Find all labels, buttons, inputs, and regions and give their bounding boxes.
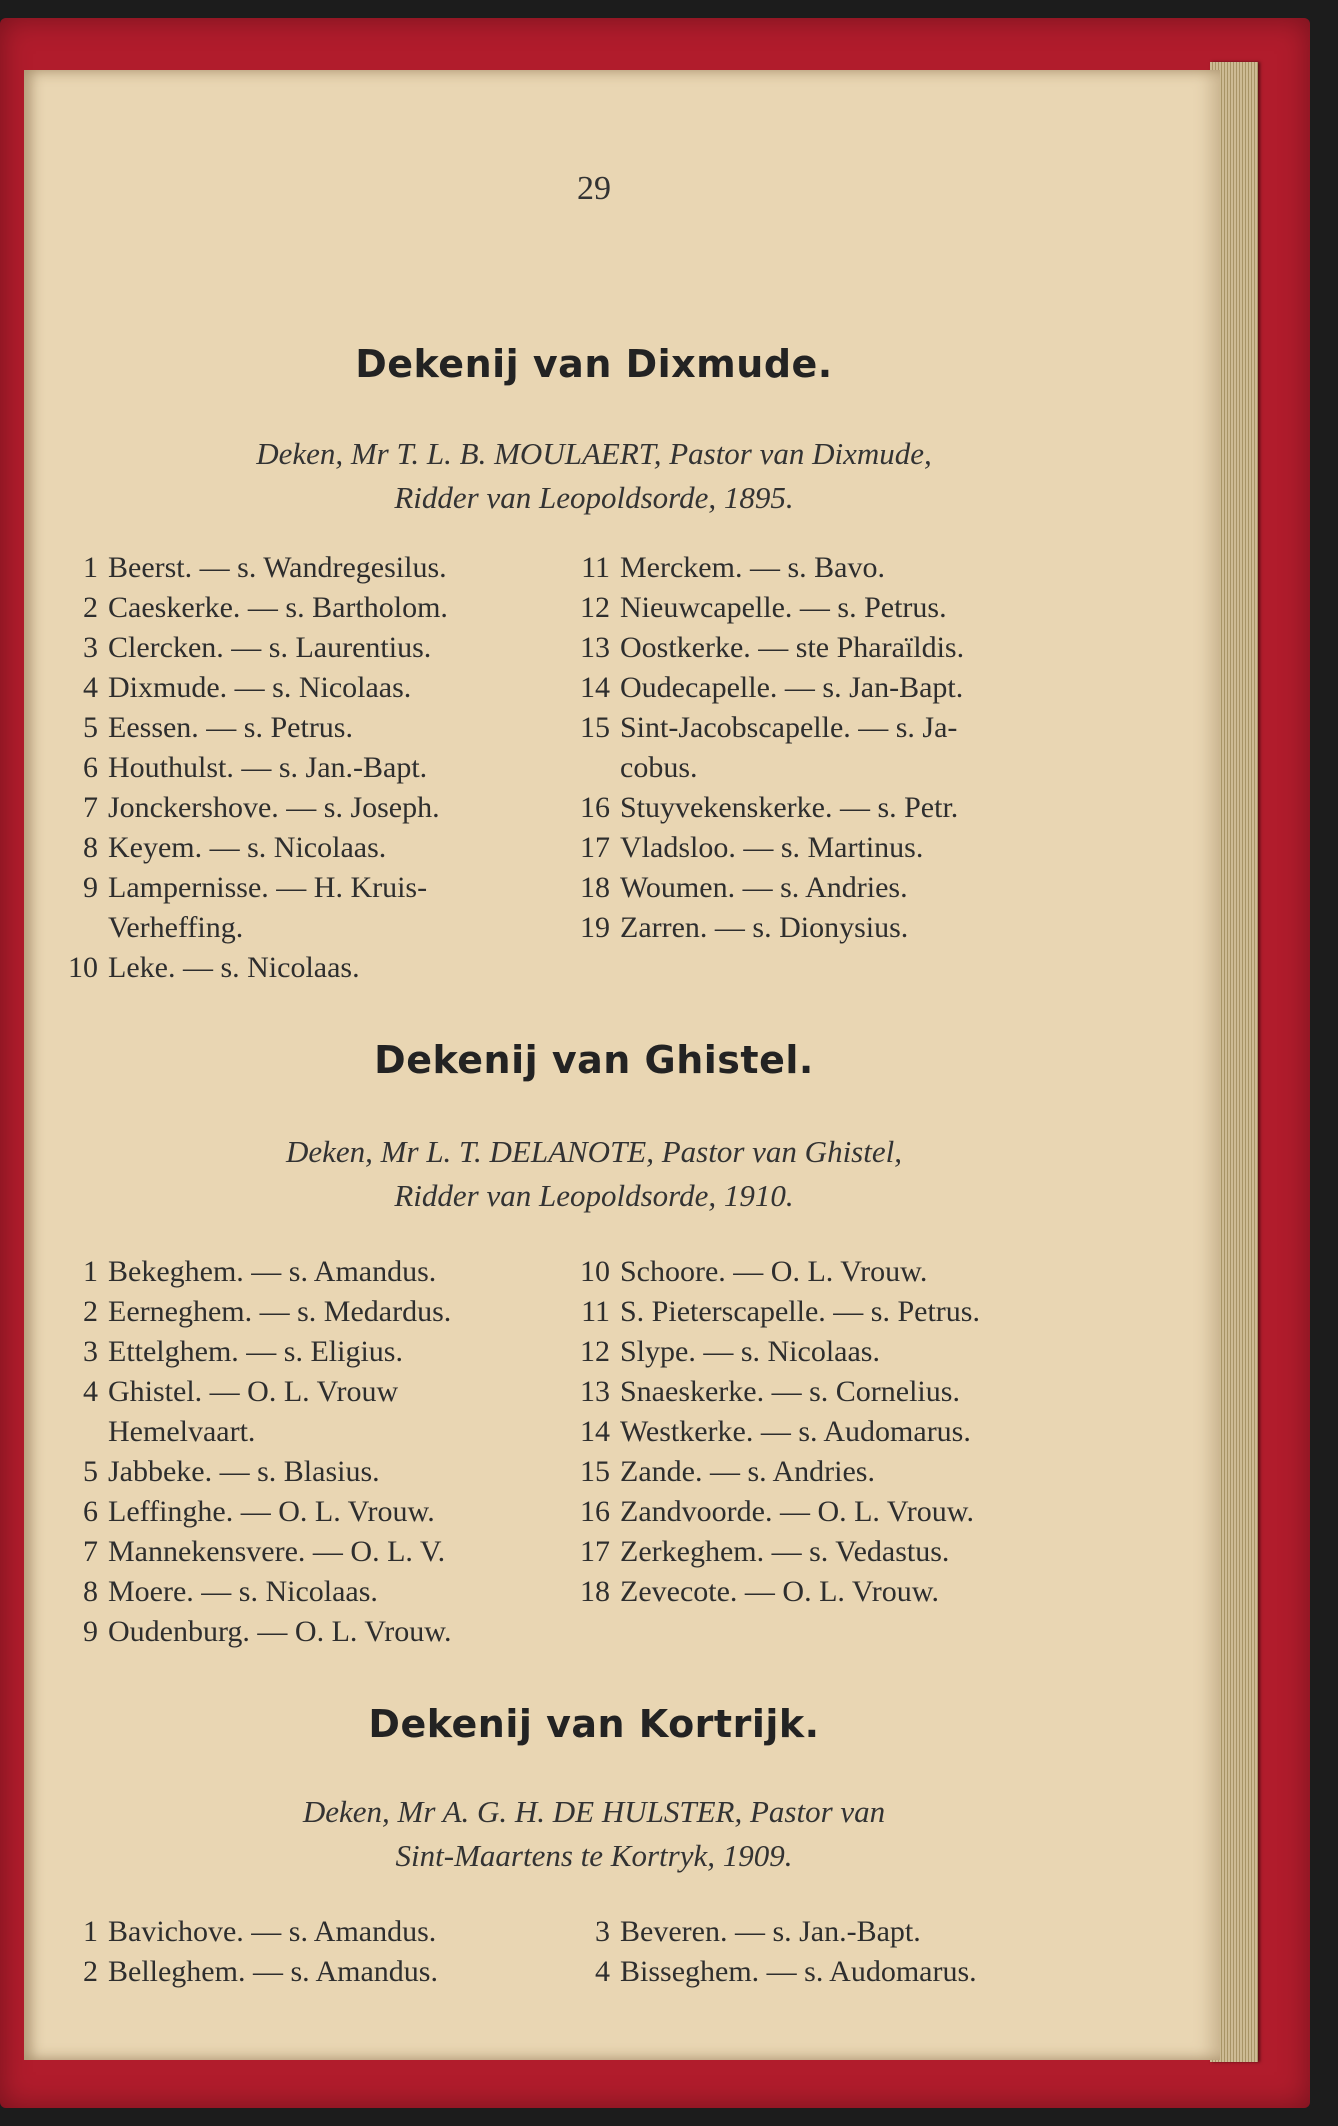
entry-number: 15 (580, 711, 610, 744)
parish-entry (54, 1292, 451, 1332)
entry-number: 9 (83, 871, 98, 904)
parish-entry (566, 548, 964, 588)
parish-entry (566, 1452, 980, 1492)
parish-entry (566, 668, 964, 708)
parish-entry (54, 1332, 451, 1372)
entry-text: Ettelghem. — s. Eligius. (108, 1335, 403, 1368)
parish-entry (566, 1412, 980, 1452)
entry-text: Lampernisse. — H. Kruis- (108, 871, 428, 904)
entry-number: 13 (580, 1375, 610, 1408)
entry-number: 12 (580, 591, 610, 624)
parish-entry (566, 1532, 980, 1572)
entry-number: 2 (83, 1955, 98, 1988)
parish-entry (566, 908, 964, 948)
parish-list-right (566, 1912, 977, 1992)
entry-number: 3 (595, 1915, 610, 1948)
parish-list-right (566, 1252, 980, 1612)
entry-text: Leke. — s. Nicolaas. (108, 951, 360, 984)
dean-line-1: Deken, Mr L. T. DELANOTE, Pastor van Ghistel, (286, 1134, 902, 1169)
entry-text: Bisseghem. — s. Audomarus. (620, 1955, 977, 1988)
section-title-dixmude: Dekenij van Dixmude. (355, 342, 833, 386)
parish-list-right (566, 548, 964, 948)
entry-text: Ghistel. — O. L. Vrouw (108, 1375, 399, 1408)
dean-line-1: Deken, Mr A. G. H. DE HULSTER, Pastor van (302, 1794, 886, 1829)
parish-entry (54, 1612, 451, 1652)
entry-text: Nieuwcapelle. — s. Petrus. (620, 591, 947, 624)
parish-entry (54, 628, 448, 668)
entry-number: 18 (580, 1575, 610, 1608)
entry-number: 11 (581, 551, 610, 584)
entry-number: 16 (580, 1495, 610, 1528)
parish-entry (54, 828, 448, 868)
parish-entry (566, 1372, 980, 1412)
entry-number: 8 (83, 831, 98, 864)
entry-number: 7 (83, 791, 98, 824)
parish-list-left (54, 548, 448, 988)
dean-line-1: Deken, Mr T. L. B. MOULAERT, Pastor van Dixmude, (256, 436, 932, 471)
section-title-ghistel: Dekenij van Ghistel. (374, 1038, 814, 1082)
entry-continuation: Hemelvaart. (108, 1415, 256, 1448)
entry-text: Schoore. — O. L. Vrouw. (620, 1255, 928, 1288)
parish-entry (54, 748, 448, 788)
entry-number: 15 (580, 1455, 610, 1488)
entry-text: Slype. — s. Nicolaas. (620, 1335, 880, 1368)
entry-text: Westkerke. — s. Audomarus. (620, 1415, 971, 1448)
entry-number: 6 (83, 1495, 98, 1528)
parish-entry (54, 1952, 438, 1992)
entry-text: Leffinghe. — O. L. Vrouw. (108, 1495, 435, 1528)
entry-number: 13 (580, 631, 610, 664)
entry-number: 5 (83, 711, 98, 744)
parish-entry (566, 588, 964, 628)
entry-text: Mannekensvere. — O. L. V. (108, 1535, 446, 1568)
parish-entry (54, 1492, 451, 1532)
entry-text: Eessen. — s. Petrus. (108, 711, 353, 744)
entry-text: Eerneghem. — s. Medardus. (108, 1295, 452, 1328)
parish-entry (54, 1572, 451, 1612)
parish-entry (566, 1332, 980, 1372)
parish-entry (54, 788, 448, 828)
entry-continuation: cobus. (620, 751, 698, 784)
entry-number: 17 (580, 831, 610, 864)
entry-text: Zevecote. — O. L. Vrouw. (620, 1575, 939, 1608)
entry-text: Oudecapelle. — s. Jan-Bapt. (620, 671, 964, 704)
entry-text: Merckem. — s. Bavo. (620, 551, 885, 584)
parish-entry (566, 628, 964, 668)
parish-entry (566, 1572, 980, 1612)
parish-entry (566, 708, 964, 748)
entry-continuation: Verheffing. (108, 911, 244, 944)
entry-number: 10 (68, 951, 98, 984)
entry-text: Jonckershove. — s. Joseph. (108, 791, 440, 824)
entry-text: Stuyvekenskerke. — s. Petr. (620, 791, 959, 824)
entry-number: 9 (83, 1615, 98, 1648)
entry-text: Zarren. — s. Dionysius. (620, 911, 909, 944)
parish-entry (54, 1252, 451, 1292)
entry-text: Zerkeghem. — s. Vedastus. (620, 1535, 950, 1568)
entry-number: 4 (83, 671, 98, 704)
entry-number: 10 (580, 1255, 610, 1288)
entry-text: Jabbeke. — s. Blasius. (108, 1455, 380, 1488)
entry-text: Moere. — s. Nicolaas. (108, 1575, 378, 1608)
parish-list-left (54, 1252, 451, 1652)
entry-text: Houthulst. — s. Jan.-Bapt. (108, 751, 428, 784)
entry-number: 3 (83, 631, 98, 664)
entry-text: Beerst. — s. Wandregesilus. (108, 551, 447, 584)
entry-number: 5 (83, 1455, 98, 1488)
entry-number: 11 (581, 1295, 610, 1328)
parish-entry (54, 948, 448, 988)
parish-entry (54, 1532, 451, 1572)
entry-number: 1 (83, 1915, 98, 1948)
entry-text: Woumen. — s. Andries. (620, 871, 908, 904)
entry-number: 4 (83, 1375, 98, 1408)
entry-text: Oudenburg. — O. L. Vrouw. (108, 1615, 452, 1648)
parish-entry (566, 868, 964, 908)
entry-text: Sint-Jacobscapelle. — s. Ja- (620, 711, 958, 744)
entry-number: 2 (83, 591, 98, 624)
entry-number: 12 (580, 1335, 610, 1368)
entry-number: 4 (595, 1955, 610, 1988)
dean-line-2: Ridder van Leopoldsorde, 1895. (394, 480, 794, 515)
parish-entry (54, 548, 448, 588)
entry-text: Beveren. — s. Jan.-Bapt. (620, 1915, 921, 1948)
parish-entry (566, 1292, 980, 1332)
parish-entry (566, 1912, 977, 1952)
entry-number: 17 (580, 1535, 610, 1568)
parish-entry (566, 1492, 980, 1532)
entry-number: 8 (83, 1575, 98, 1608)
parish-entry (54, 708, 448, 748)
entry-text: Belleghem. — s. Amandus. (108, 1955, 438, 1988)
page-number: 29 (577, 170, 611, 207)
book-page (24, 70, 1220, 2060)
dean-line-2: Ridder van Leopoldsorde, 1910. (394, 1178, 794, 1213)
dean-line-2: Sint-Maartens te Kortryk, 1909. (395, 1838, 793, 1873)
section-title-kortrijk: Dekenij van Kortrijk. (368, 1702, 820, 1746)
parish-entry (54, 588, 448, 628)
entry-number: 1 (83, 551, 98, 584)
entry-text: S. Pieterscapelle. — s. Petrus. (620, 1295, 980, 1328)
entry-text: Vladsloo. — s. Martinus. (620, 831, 924, 864)
entry-number: 16 (580, 791, 610, 824)
parish-entry (54, 1372, 451, 1412)
entry-text: Bavichove. — s. Amandus. (108, 1915, 437, 1948)
entry-number: 14 (580, 671, 610, 704)
entry-text: Zande. — s. Andries. (620, 1455, 875, 1488)
entry-number: 7 (83, 1535, 98, 1568)
entry-text: Snaeskerke. — s. Cornelius. (620, 1375, 960, 1408)
entry-text: Dixmude. — s. Nicolaas. (108, 671, 412, 704)
entry-number: 19 (580, 911, 610, 944)
entry-text: Caeskerke. — s. Bartholom. (108, 591, 448, 624)
entry-text: Oostkerke. — ste Pharaïldis. (620, 631, 965, 664)
entry-text: Keyem. — s. Nicolaas. (108, 831, 387, 864)
parish-list-left (54, 1912, 438, 1992)
parish-entry (54, 1912, 438, 1952)
entry-number: 18 (580, 871, 610, 904)
entry-number: 14 (580, 1415, 610, 1448)
parish-entry (566, 828, 964, 868)
entry-text: Zandvoorde. — O. L. Vrouw. (620, 1495, 974, 1528)
parish-entry (54, 668, 448, 708)
parish-entry (54, 1452, 451, 1492)
entry-text: Bekeghem. — s. Amandus. (108, 1255, 437, 1288)
parish-entry (566, 1952, 977, 1992)
entry-number: 3 (83, 1335, 98, 1368)
entry-number: 2 (83, 1295, 98, 1328)
parish-entry (566, 788, 964, 828)
entry-number: 6 (83, 751, 98, 784)
entry-text: Clercken. — s. Laurentius. (108, 631, 432, 664)
entry-number: 1 (83, 1255, 98, 1288)
parish-entry (54, 868, 448, 908)
parish-entry (566, 1252, 980, 1292)
